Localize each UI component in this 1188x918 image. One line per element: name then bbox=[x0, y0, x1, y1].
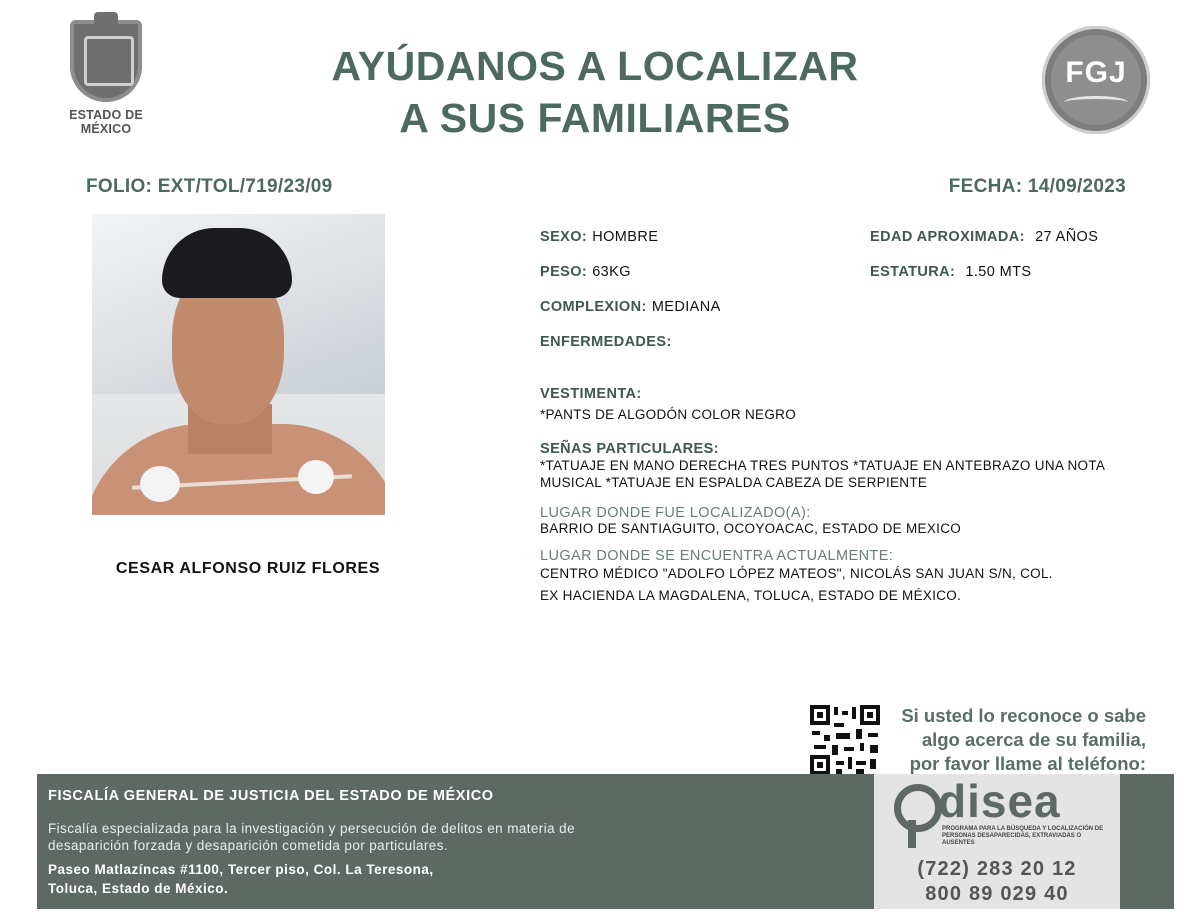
vestimenta-value: *PANTS DE ALGODÓN COLOR NEGRO bbox=[540, 407, 796, 422]
fgj-wing-icon bbox=[1064, 96, 1128, 109]
complexion-row bbox=[540, 296, 721, 315]
coat-of-arms-icon bbox=[70, 20, 142, 102]
title-line-1: AYÚDANOS A LOCALIZAR bbox=[331, 43, 859, 89]
contact-line-1: Si usted lo reconoce o sabe bbox=[901, 705, 1146, 726]
lugar-localizado-label: LUGAR DONDE FUE LOCALIZADO(A): bbox=[540, 505, 811, 521]
enfermedades-row bbox=[540, 331, 672, 350]
fgj-logo bbox=[1042, 26, 1150, 134]
person-photo bbox=[92, 214, 385, 515]
complexion-label: COMPLEXION: bbox=[540, 299, 647, 315]
estatura-label: ESTATURA: bbox=[870, 264, 956, 280]
location-pin-icon bbox=[894, 784, 942, 832]
footer-address bbox=[48, 860, 608, 898]
complexion-value: MEDIANA bbox=[651, 299, 721, 315]
peso-value: 63KG bbox=[592, 264, 631, 280]
estado-de-mexico-logo bbox=[44, 20, 168, 136]
footer-description: Fiscalía especializada para la investigación y persecución de delitos en materia de desaparición forzada y desaparición cometida por particulares. bbox=[48, 821, 575, 853]
edad-label: EDAD APROXIMADA: bbox=[870, 229, 1025, 245]
lugar-localizado-value: BARRIO DE SANTIAGUITO, OCOYOACAC, ESTADO DE MEXICO bbox=[540, 521, 962, 536]
estatura-row bbox=[870, 261, 1031, 280]
odisea-wordmark: disea bbox=[938, 775, 1061, 827]
enfermedades-label: ENFERMEDADES: bbox=[540, 334, 672, 350]
peso-row bbox=[540, 261, 631, 280]
title-line-2: A SUS FAMILIARES bbox=[399, 95, 791, 141]
footer-organization: FISCALÍA GENERAL DE JUSTICIA DEL ESTADO DE MÉXICO bbox=[48, 788, 494, 804]
lugar-actual-value-1: CENTRO MÉDICO "ADOLFO LÓPEZ MATEOS", NICOLÁS SAN JUAN S/N, COL. bbox=[540, 566, 1053, 581]
phone-number-2[interactable]: 800 89 029 40 bbox=[925, 883, 1069, 905]
senas-value: *TATUAJE EN MANO DERECHA TRES PUNTOS *TATUAJE EN ANTEBRAZO UNA NOTA MUSICAL *TATUAJE EN ESPALDA CABEZA DE SERPIENTE bbox=[540, 458, 1105, 490]
page-title bbox=[300, 40, 890, 144]
vestimenta-label: VESTIMENTA: bbox=[540, 386, 642, 402]
contact-line-2: algo acerca de su familia, bbox=[921, 729, 1146, 750]
sexo-value: HOMBRE bbox=[592, 229, 659, 245]
fecha: FECHA: 14/09/2023 bbox=[948, 176, 1126, 197]
edomex-label: ESTADO DE MÉXICO bbox=[69, 108, 143, 136]
folio: FOLIO: EXT/TOL/719/23/09 bbox=[86, 176, 333, 197]
odisea-logo bbox=[890, 775, 1105, 846]
person-name: CESAR ALFONSO RUIZ FLORES bbox=[115, 560, 381, 577]
fgj-logo-text: FGJ bbox=[1065, 56, 1127, 89]
qr-code[interactable] bbox=[810, 705, 880, 775]
sexo-row bbox=[540, 226, 658, 245]
phone-number-1[interactable]: (722) 283 20 12 bbox=[917, 858, 1077, 880]
peso-label: PESO: bbox=[540, 264, 588, 280]
lugar-actual-label: LUGAR DONDE SE ENCUENTRA ACTUALMENTE: bbox=[540, 548, 894, 564]
estatura-value: 1.50 MTS bbox=[965, 264, 1032, 280]
edad-value: 27 AÑOS bbox=[1035, 229, 1099, 245]
contact-line-3: por favor llame al teléfono: bbox=[909, 753, 1146, 774]
senas-label: SEÑAS PARTICULARES: bbox=[540, 441, 719, 457]
odisea-panel bbox=[874, 774, 1120, 909]
contact-message bbox=[884, 704, 1146, 776]
edad-row bbox=[870, 226, 1098, 245]
address-line-1: Paseo Matlazíncas #1100, Tercer piso, Col. La Teresona, bbox=[48, 862, 434, 877]
odisea-subtitle: PROGRAMA PARA LA BÚSQUEDA Y LOCALIZACIÓN DE PERSONAS DESAPARECIDAS, EXTRAVIADAS O AUSENTES bbox=[942, 826, 1104, 846]
address-line-2: Toluca, Estado de México. bbox=[48, 881, 229, 896]
lugar-actual-value-2: EX HACIENDA LA MAGDALENA, TOLUCA, ESTADO DE MÉXICO. bbox=[540, 588, 962, 603]
sexo-label: SEXO: bbox=[540, 229, 588, 245]
